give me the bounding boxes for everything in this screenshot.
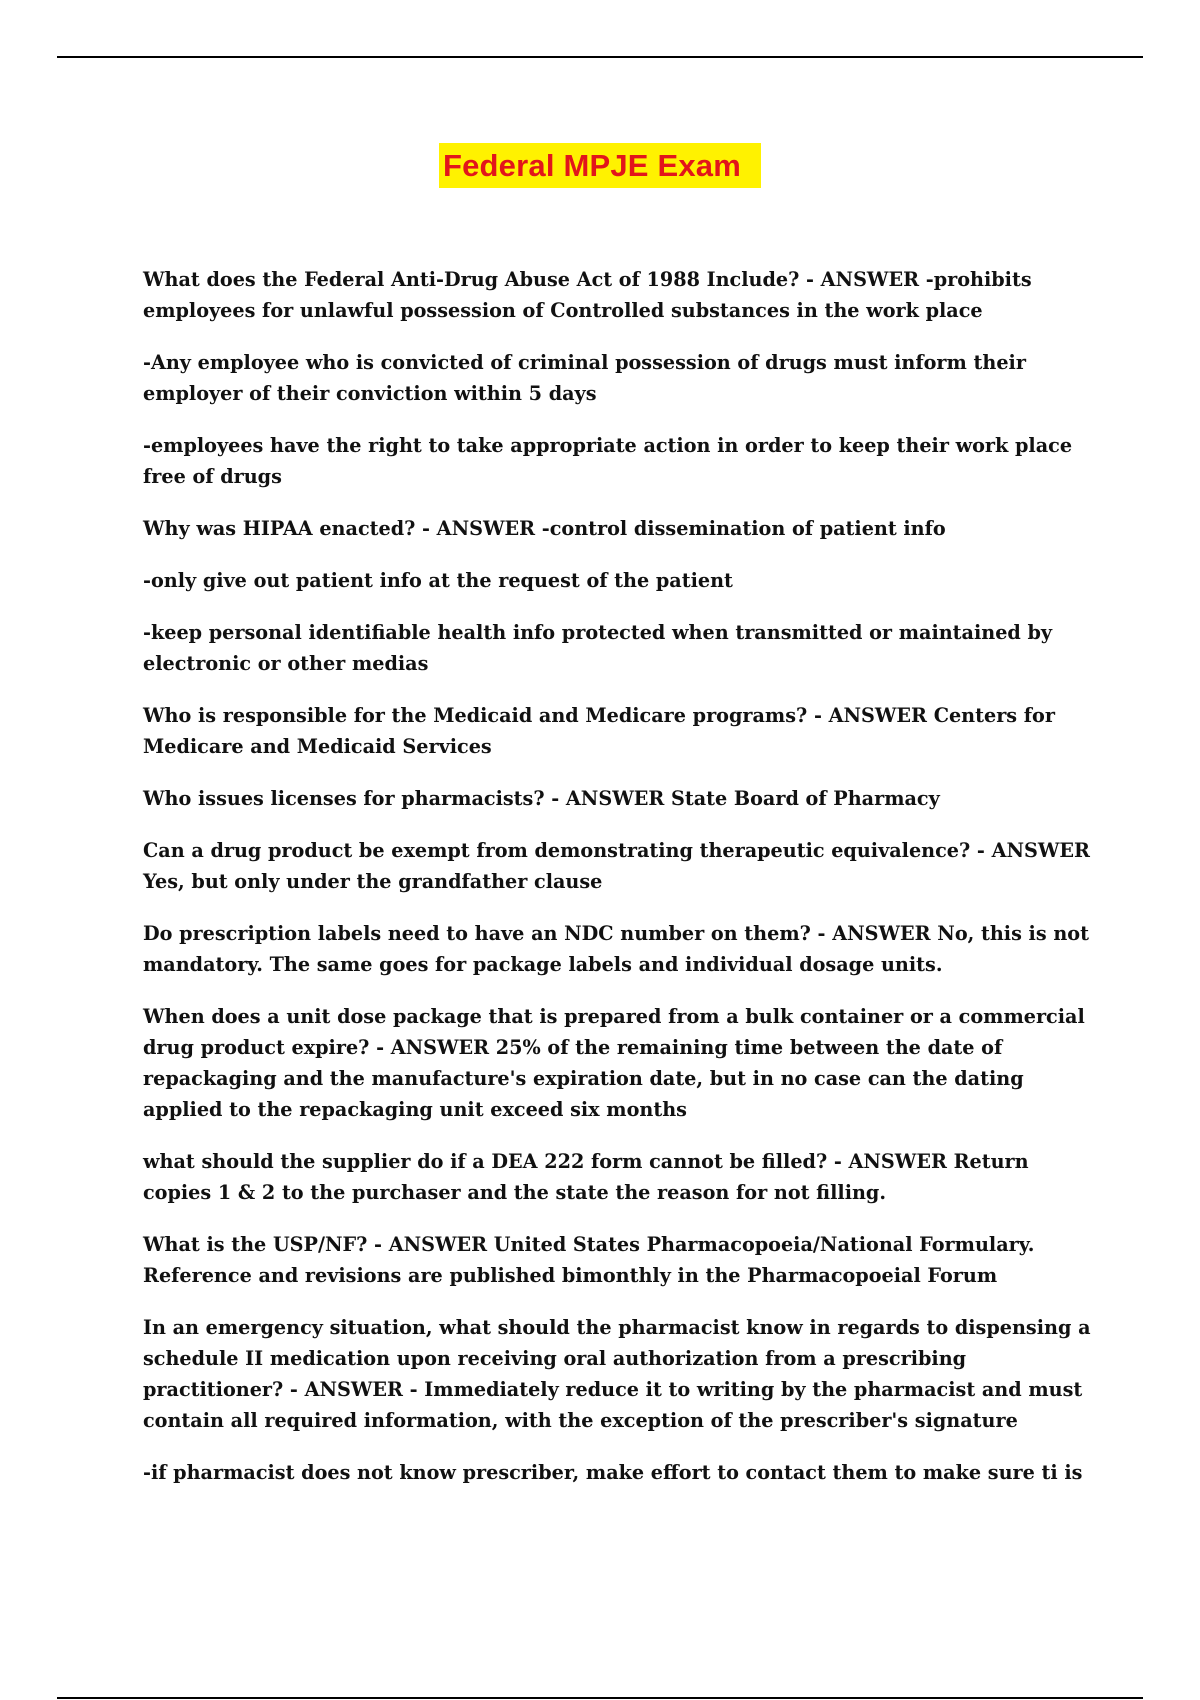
document-body bbox=[143, 264, 1093, 1509]
qa-paragraph: What does the Federal Anti-Drug Abuse Act of 1988 Include? - ANSWER -prohibits employees for unlawful possession of Controlled substances in the work place bbox=[143, 268, 1032, 322]
qa-paragraph: Why was HIPAA enacted? - ANSWER -control dissemination of patient info bbox=[143, 517, 946, 540]
qa-paragraph: -only give out patient info at the request of the patient bbox=[143, 569, 733, 592]
top-divider bbox=[57, 56, 1143, 58]
qa-paragraph: Who issues licenses for pharmacists? - ANSWER State Board of Pharmacy bbox=[143, 787, 940, 810]
bottom-divider bbox=[57, 1697, 1143, 1699]
qa-paragraph: Do prescription labels need to have an NDC number on them? - ANSWER No, this is not mandatory. The same goes for package labels and individual dosage units. bbox=[143, 922, 1089, 976]
qa-paragraph: -Any employee who is convicted of criminal possession of drugs must inform their employer of their conviction within 5 days bbox=[143, 351, 1026, 405]
title-container bbox=[0, 143, 1200, 188]
qa-paragraph: Can a drug product be exempt from demonstrating therapeutic equivalence? - ANSWER Yes, but only under the grandfather clause bbox=[143, 839, 1090, 893]
qa-paragraph: -keep personal identifiable health info protected when transmitted or maintained by electronic or other medias bbox=[143, 621, 1053, 675]
qa-paragraph: When does a unit dose package that is prepared from a bulk container or a commercial drug product expire? - ANSWER 25% of the remaining time between the date of repackaging and the manufacture's expiration date, but in no case can the dating applied to the repackaging unit exceed six months bbox=[143, 1005, 1085, 1121]
qa-paragraph: -employees have the right to take appropriate action in order to keep their work place free of drugs bbox=[143, 434, 1073, 488]
document-title: Federal MPJE Exam bbox=[439, 143, 761, 188]
qa-paragraph: In an emergency situation, what should the pharmacist know in regards to dispensing a schedule II medication upon receiving oral authorization from a prescribing practitioner? - ANSWER - Immediately reduce it to writing by the pharmacist and must contain all required information, with the exception of the prescriber's signature bbox=[143, 1316, 1091, 1432]
qa-paragraph: What is the USP/NF? - ANSWER United States Pharmacopoeia/National Formulary. Reference and revisions are published bimonthly in the Pharmacopoeial Forum bbox=[143, 1233, 1035, 1287]
qa-paragraph: what should the supplier do if a DEA 222 form cannot be filled? - ANSWER Return copies 1 & 2 to the purchaser and the state the reason for not filling. bbox=[143, 1150, 1029, 1204]
qa-paragraph: -if pharmacist does not know prescriber, make effort to contact them to make sure ti is bbox=[143, 1461, 1083, 1484]
qa-paragraph: Who is responsible for the Medicaid and Medicare programs? - ANSWER Centers for Medicare and Medicaid Services bbox=[143, 704, 1055, 758]
